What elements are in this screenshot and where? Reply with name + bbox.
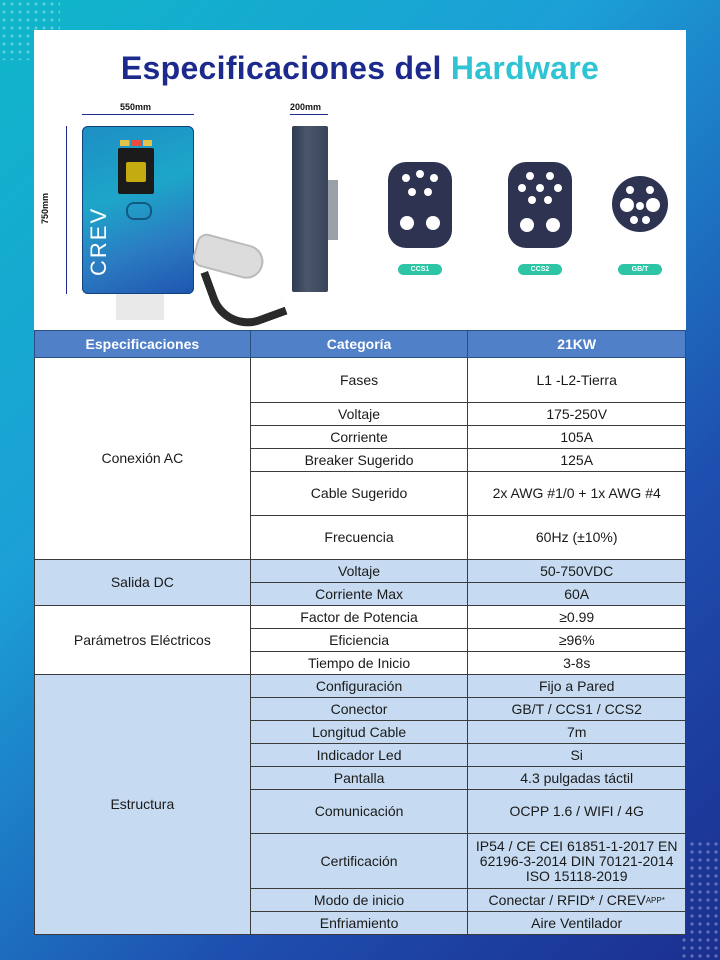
table-row	[35, 358, 686, 403]
group-salida-dc: Salida DC	[35, 560, 251, 606]
category-cell: Comunicación	[250, 790, 468, 834]
gbt-connector-label: GB/T	[618, 264, 662, 275]
app-superscript: APP*	[645, 895, 665, 905]
width-dimension-line	[82, 114, 194, 115]
value-cell: 4.3 pulgadas táctil	[468, 767, 686, 790]
height-dimension-label: 750mm	[40, 192, 50, 224]
value-cell: Si	[468, 744, 686, 767]
value-cell: 175-250V	[468, 403, 686, 426]
value-cell: IP54 / CE CEI 61851-1-2017 EN 62196-3-2014 DIN 70121-2014 ISO 15118-2019	[468, 834, 686, 889]
status-lights	[120, 140, 152, 146]
value-cell: 50-750VDC	[468, 560, 686, 583]
value-cell: Fijo a Pared	[468, 675, 686, 698]
category-cell: Enfriamiento	[250, 912, 468, 935]
value-cell: 60Hz (±10%)	[468, 516, 686, 560]
group-parametros-electricos: Parámetros Eléctricos	[35, 606, 251, 675]
rfid-icon	[126, 202, 152, 220]
value-cell: L1 -L2-Tierra	[468, 358, 686, 403]
category-cell: Tiempo de Inicio	[250, 652, 468, 675]
category-cell: Factor de Potencia	[250, 606, 468, 629]
charger-stand	[116, 294, 164, 320]
category-cell: Configuración	[250, 675, 468, 698]
category-cell: Pantalla	[250, 767, 468, 790]
group-conexion-ac: Conexión AC	[35, 358, 251, 560]
category-cell: Modo de inicio	[250, 889, 468, 912]
depth-dimension-label: 200mm	[290, 102, 322, 112]
ccs1-connector-label: CCS1	[398, 264, 442, 275]
charger-screen	[118, 148, 154, 194]
value-cell: Aire Ventilador	[468, 912, 686, 935]
category-cell: Voltaje	[250, 560, 468, 583]
value-cell: GB/T / CCS1 / CCS2	[468, 698, 686, 721]
category-cell: Fases	[250, 358, 468, 403]
header-category: Categoría	[250, 331, 468, 358]
charger-side-view	[292, 126, 328, 292]
value-cell: 60A	[468, 583, 686, 606]
wall-bracket	[328, 180, 338, 240]
value-cell: 3-8s	[468, 652, 686, 675]
category-cell: Longitud Cable	[250, 721, 468, 744]
header-power: 21KW	[468, 331, 686, 358]
category-cell: Corriente	[250, 426, 468, 449]
table-row	[35, 675, 686, 698]
charger-front-view	[82, 126, 194, 294]
table-row	[35, 560, 686, 583]
ccs2-connector-icon	[508, 162, 572, 248]
table-header-row	[35, 331, 686, 358]
spec-sheet-card	[34, 30, 686, 932]
value-cell: 2x AWG #1/0 + 1x AWG #4	[468, 472, 686, 516]
specifications-table	[34, 330, 686, 935]
header-specifications: Especificaciones	[35, 331, 251, 358]
start-mode-value: Conectar / RFID* / CREV	[488, 891, 646, 908]
title-main: Especificaciones del	[120, 50, 442, 86]
table-row	[35, 606, 686, 629]
value-cell: ≥96%	[468, 629, 686, 652]
width-dimension-label: 550mm	[120, 102, 152, 112]
page-title	[34, 50, 686, 87]
category-cell: Corriente Max	[250, 583, 468, 606]
group-estructura: Estructura	[35, 675, 251, 935]
value-cell: OCPP 1.6 / WIFI / 4G	[468, 790, 686, 834]
value-cell: ≥0.99	[468, 606, 686, 629]
category-cell: Cable Sugerido	[250, 472, 468, 516]
gbt-connector-icon	[612, 176, 668, 232]
value-cell: 7m	[468, 721, 686, 744]
ccs2-connector-label: CCS2	[518, 264, 562, 275]
category-cell: Voltaje	[250, 403, 468, 426]
value-cell	[468, 889, 686, 912]
height-dimension-line	[66, 126, 67, 294]
depth-dimension-line	[290, 114, 328, 115]
category-cell: Breaker Sugerido	[250, 449, 468, 472]
title-accent: Hardware	[450, 50, 600, 86]
value-cell: 105A	[468, 426, 686, 449]
category-cell: Indicador Led	[250, 744, 468, 767]
category-cell: Certificación	[250, 834, 468, 889]
ccs1-connector-icon	[388, 162, 452, 248]
category-cell: Eficiencia	[250, 629, 468, 652]
brand-logo: CREV	[86, 206, 111, 276]
category-cell: Frecuencia	[250, 516, 468, 560]
value-cell: 125A	[468, 449, 686, 472]
category-cell: Conector	[250, 698, 468, 721]
hardware-illustration	[34, 100, 686, 330]
background-dots	[680, 840, 720, 960]
